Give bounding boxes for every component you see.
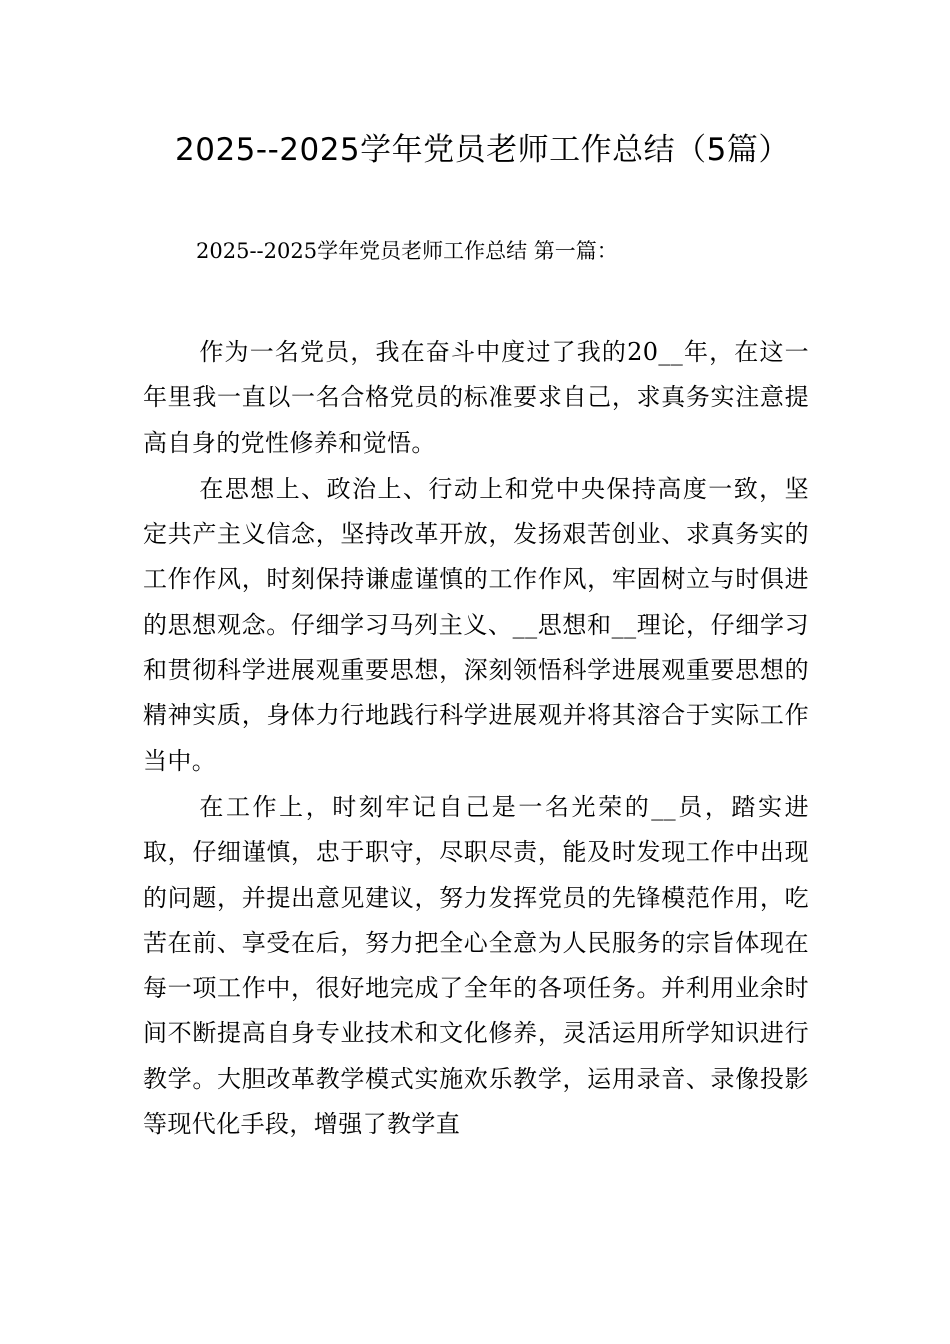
paragraph-1: 作为一名党员，我在奋斗中度过了我的20__年，在这一年里我一直以一名合格党员的标准要求自己，求真务实注意提高自身的党性修养和觉悟。 xyxy=(143,338,809,457)
document-title: 2025--2025学年党员老师工作总结（5篇） xyxy=(175,132,790,168)
paragraph-3: 在工作上，时刻牢记自己是一名光荣的__员，踏实进取，仔细谨慎，忠于职守，尽职尽责，能及时发现工作中出现的问题，并提出意见建议，努力发挥党员的先锋模范作用，吃苦在前、享受在后，努力把全心全意为人民服务的宗旨体现在每一项工作中，很好地完成了全年的各项任务。并利用业余时间不断提高自身专业技术和文化修养，灵活运用所学知识进行教学。大胆改革教学模式实施欢乐教学，运用录音、录像投影等现代化手段，增强了教学直 xyxy=(143,792,809,1139)
paragraph-2: 在思想上、政治上、行动上和党中央保持高度一致，坚定共产主义信念，坚持改革开放，发扬艰苦创业、求真务实的工作作风，时刻保持谦虚谨慎的工作作风，牢固树立与时俱进的思想观念。仔细学习马列主义、__思想和__理论，仔细学习和贯彻科学进展观重要思想，深刻领悟科学进展观重要思想的精神实质，身体力行地践行科学进展观并将其溶合于实际工作当中。 xyxy=(143,474,809,775)
document-subtitle: 2025--2025学年党员老师工作总结 第一篇： xyxy=(196,239,618,263)
document-body xyxy=(143,330,809,1147)
